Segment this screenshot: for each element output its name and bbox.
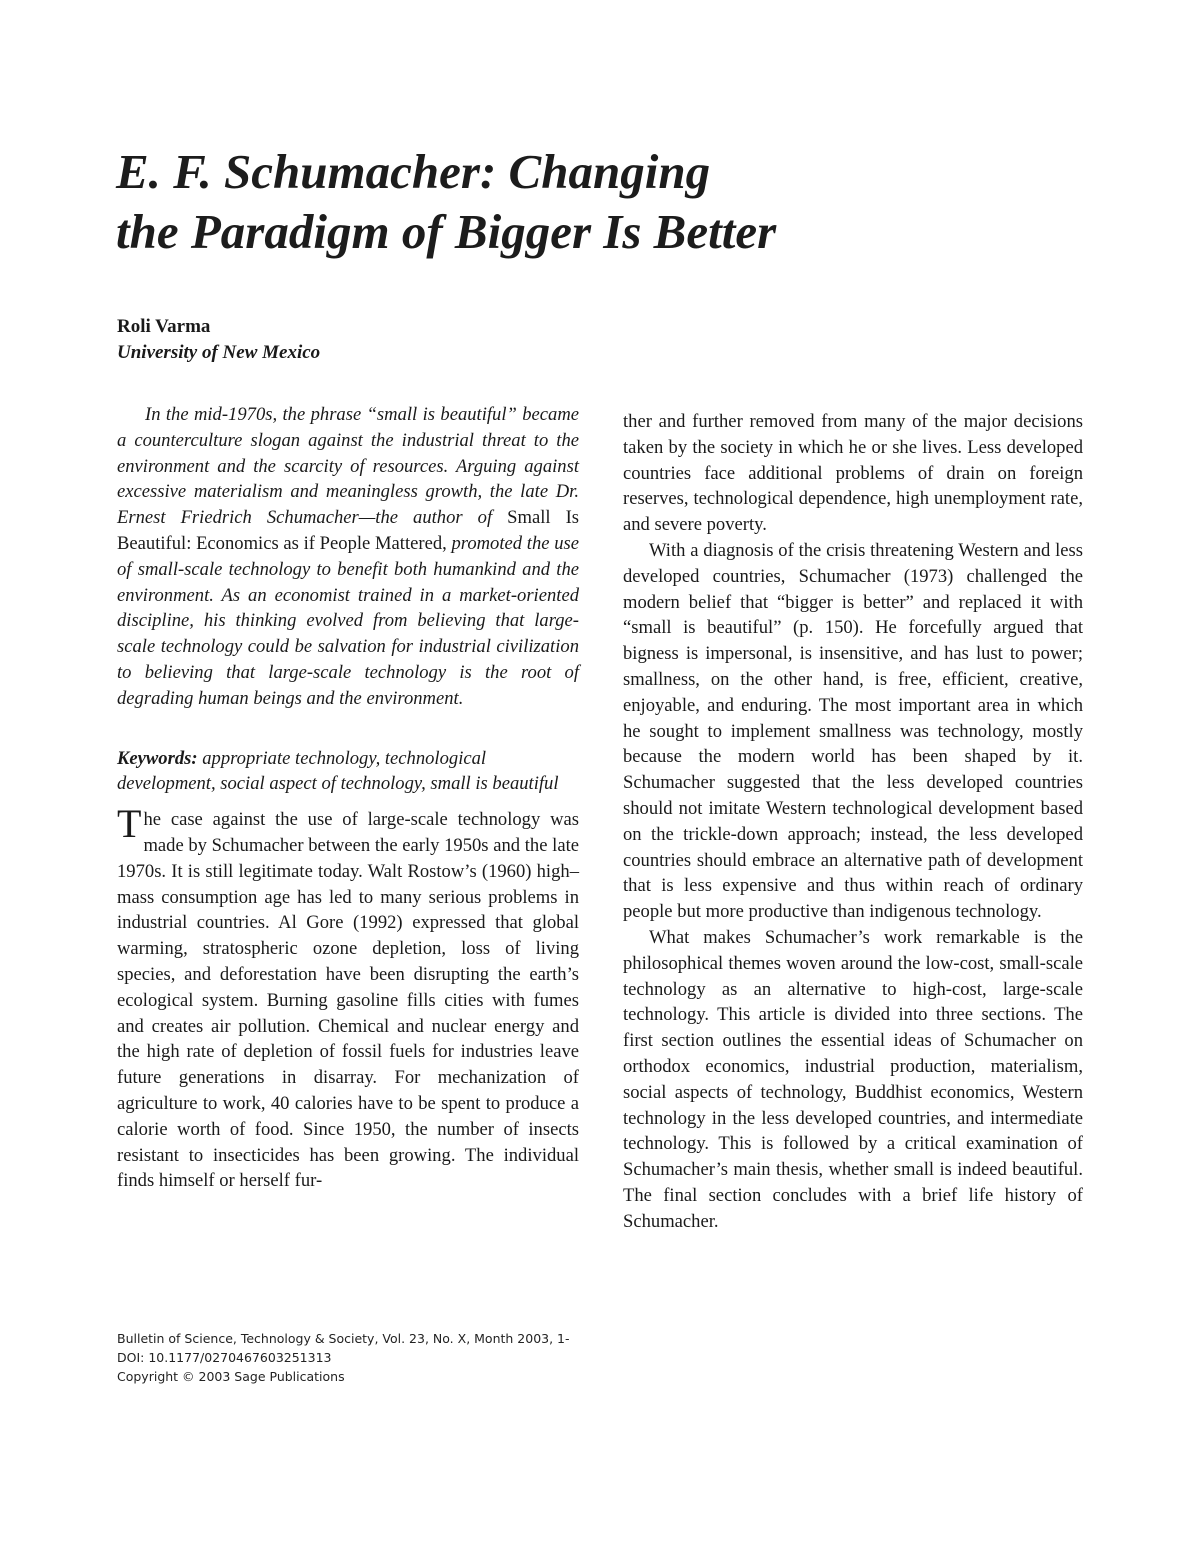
body-paragraph-1-continued: ther and further removed from many of the major decisions taken by the society in which he or she lives. Less developed countries face additional problems of drain on foreign reserves, technological dependence, high unemployment rate, and severe poverty. (623, 411, 1083, 536)
abstract-text-2: promoted the use of small-scale technology to benefit both humankind and the environment. As an economist trained in a market-oriented discipline, his thinking evolved from believing that large-scale technology could be salvation for industrial civilization to believing that large-scale technology is the root of degrading human beings and the environment. (117, 532, 579, 709)
body-paragraph-3: What makes Schumacher’s work remarkable is the philosophical themes woven around the low-cost, small-scale technology as an alternative to high-cost, large-scale technology. This article is divided into three sections. The first section outlines the essential ideas of Schumacher on orthodox economics, industrial production, materialism, social aspects of technology, Buddhist economics, Western technology in the less developed countries, and intermediate technology. This is followed by a critical examination of Schumacher’s main thesis, whether small is indeed beautiful. The final section concludes with a brief life history of Schumacher. (623, 926, 1083, 1232)
keywords-label: Keywords: (117, 747, 198, 769)
footer-copyright: Copyright © 2003 Sage Publications (117, 1369, 345, 1384)
footer (117, 1329, 617, 1386)
body-paragraph-1 (117, 801, 579, 1194)
keywords (117, 746, 579, 798)
footer-journal: Bulletin of Science, Technology & Society, Vol. 23, No. X, Month 2003, 1- (117, 1331, 570, 1346)
abstract-book-title: Small Is Beautiful: Economics as if People Mattered, (117, 507, 579, 554)
footer-doi: DOI: 10.1177/0270467603251313 (117, 1350, 332, 1365)
abstract (117, 402, 579, 712)
right-column (623, 409, 1083, 1235)
paper-title (116, 142, 836, 262)
abstract-text-1: In the mid-1970s, the phrase “small is beautiful” became a counterculture slogan against the industrial threat to the environment and the scarcity of resources. Arguing against excessive materialism and meaningless growth, the late Dr. Ernest Friedrich Schumacher—the author of (117, 404, 579, 529)
body-paragraph-1-text: he case against the use of large-scale technology was made by Schumacher between the early 1950s and the late 1970s. It is still legitimate today. Walt Rostow’s (1960) high–mass consumption age has led to many serious problems in industrial countries. Al Gore (1992) expressed that global warming, stratospheric ozone depletion, loss of living species, and deforestation have been disrupting the earth’s ecological system. Burning gasoline fills cities with fumes and creates air pollution. Chemical and nuclear energy and the high rate of depletion of fossil fuels for industries leave future generations in disarray. For mechanization of agriculture to work, 40 calories have to be spent to produce a calorie worth of food. Since 1950, the number of insects resistant to insecticides has been growing. The individual finds himself or herself fur- (117, 809, 579, 1192)
author-affiliation: University of New Mexico (117, 342, 321, 363)
title-line-1: E. F. Schumacher: Changing (116, 144, 711, 199)
title-line-2: the Paradigm of Bigger Is Better (116, 204, 777, 259)
author-name: Roli Varma (117, 316, 211, 337)
left-column (117, 402, 579, 1194)
drop-cap: T (117, 801, 142, 847)
keywords-text: appropriate technology, technological development, social aspect of technology, small is beautiful (117, 747, 559, 795)
body-paragraph-2: With a diagnosis of the crisis threatening Western and less developed countries, Schumacher (1973) challenged the modern belief that “bigger is better” and replaced it with “small is beautiful” (p. 150). He forcefully argued that bigness is impersonal, is insensitive, and has lust to power; smallness, on the other hand, is free, efficient, creative, enjoyable, and enduring. The most important area in which he sought to implement smallness was technology, mostly because the modern world has been shaped by it. Schumacher suggested that the less developed countries should not imitate Western technological development based on the trickle-down approach; instead, the less developed countries should embrace an alternative path of development that is less expensive and thus within reach of ordinary people but more productive than indigenous technology. (623, 539, 1083, 923)
